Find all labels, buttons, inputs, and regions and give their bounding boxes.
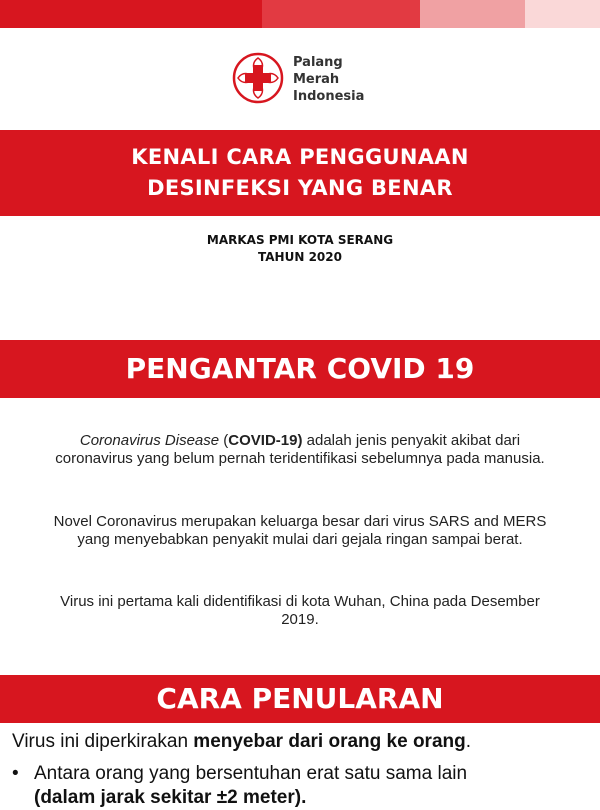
title-banner [0,130,600,216]
transmission-heading: CARA PENULARAN [0,675,600,723]
intro-paragraph-1 [40,432,560,468]
strip-segment [262,0,420,28]
bullet-marker: • [12,763,19,784]
transmission-intro-plain: Virus ini diperkirakan [12,731,194,752]
title-line-1: KENALI CARA PENGGUNAAN [131,145,469,169]
list-item [12,762,592,810]
subtitle-line-1: MARKAS PMI KOTA SERANG [206,233,394,247]
transmission-intro-end: . [465,731,471,752]
strip-segment [0,0,262,28]
transmission-intro-bold: menyebar dari orang ke orang [193,731,466,752]
covid-intro-heading: PENGANTAR COVID 19 [0,340,600,398]
logo-line-3: Indonesia [293,89,365,104]
paren-open: ( [219,432,229,449]
subtitle-line-2: TAHUN 2020 [258,250,342,264]
subtitle [0,232,600,266]
bullet-line-2: (dalam jarak sekitar ±2 meter). [34,787,307,808]
top-color-strip [0,0,600,28]
bullet-line-1: Antara orang yang bersentuhan erat satu sama lain [34,763,468,784]
intro-paragraph-2: Novel Coronavirus merupakan keluarga besar dari virus SARS and MERS yang menyebabkan penyakit mulai dari gejala ringan sampai berat. [53,513,547,548]
strip-segment [525,0,600,28]
intro-paragraph-3: Virus ini pertama kali didentifikasi di kota Wuhan, China pada Desember 2019. [60,593,540,628]
strip-segment [420,0,525,28]
intro-paragraph-1-rest: adalah jenis penyakit akibat dari coronavirus yang belum pernah teridentifikasi sebelumnya pada manusia. [55,432,545,467]
logo-line-2: Merah [293,72,340,87]
transmission-intro [12,730,471,754]
term-covid-19: COVID-19) [228,432,303,449]
red-cross-emblem-icon [232,52,284,104]
pmi-logo [232,52,364,105]
logo-text [293,54,364,105]
bullet-text [34,762,467,810]
logo-line-1: Palang [293,55,343,70]
term-coronavirus-disease: Coronavirus Disease [79,432,220,449]
title-line-2: DESINFEKSI YANG BENAR [147,176,453,200]
